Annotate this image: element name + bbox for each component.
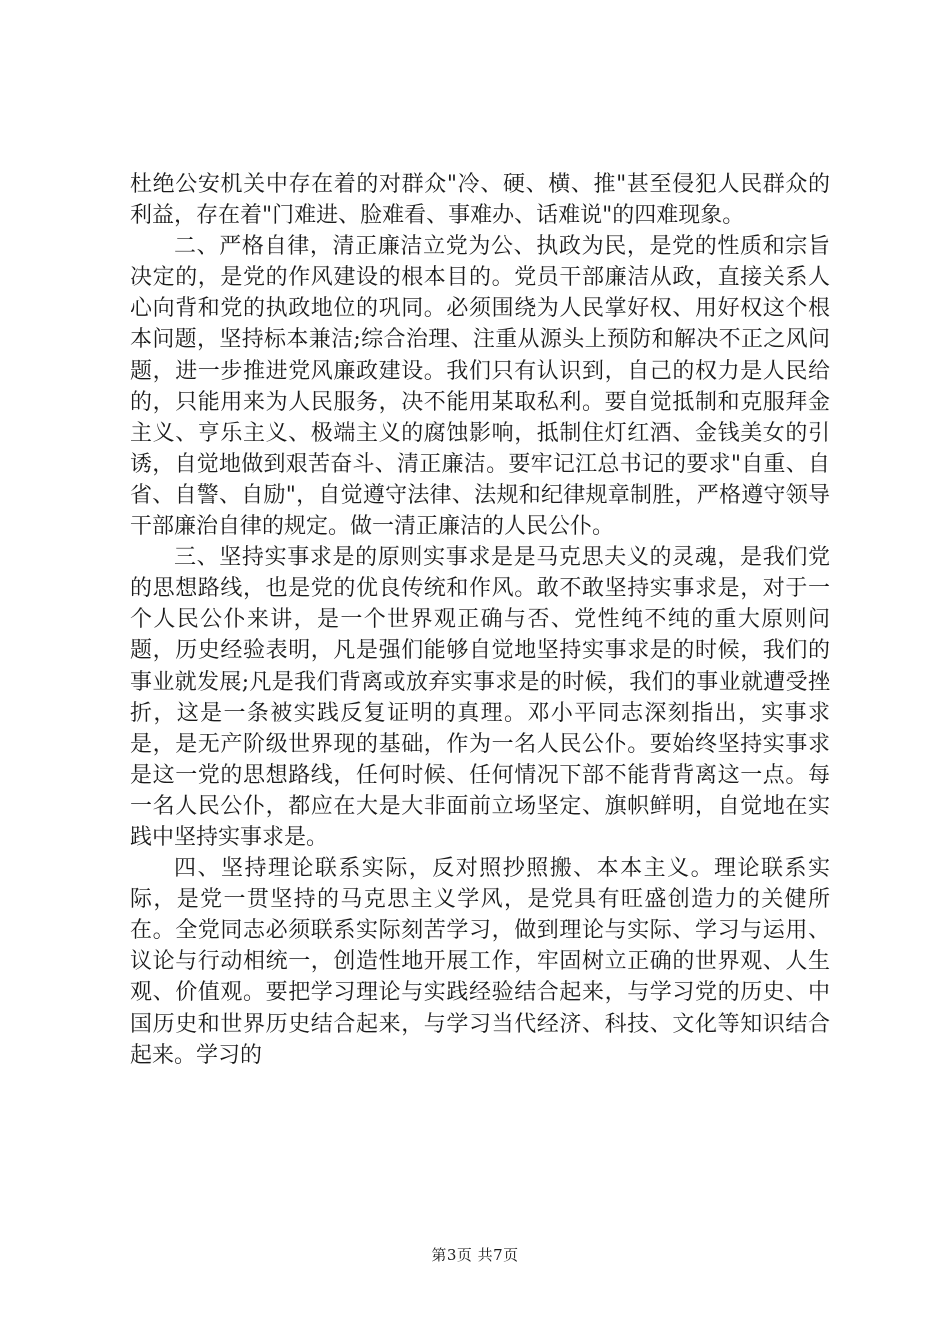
paragraph-continuation: 杜绝公安机关中存在着的对群众"冷、硬、横、推"甚至侵犯人民群众的利益，存在着"门难进、脸难看、事难办、话难说"的四难现象。 xyxy=(130,172,830,229)
document-body xyxy=(130,169,830,1071)
page-number-footer: 第3页 共7页 xyxy=(431,1246,519,1264)
paragraph-section-three: 三、坚持实事求是的原则实事求是是马克思夫义的灵魂，是我们党的思想路线，也是党的优良传统和作风。敢不敢坚持实事求是，对于一个人民公仆来讲，是一个世界观正确与否、党性纯不纯的重大原则问题，历史经验表明，凡是强们能够自觉地坚持实事求是的时候，我们的事业就发展;凡是我们背离或放弃实事求是的时候，我们的事业就遭受挫折，这是一条被实践反复证明的真理。邓小平同志深刻指出，实事求是，是无产阶级世界现的基础，作为一名人民公仆。要始终坚持实事求是这一党的思想路线，任何时候、任何情况下部不能背背离这一点。每一名人民公仆，都应在大是大非面前立场坚定、旗帜鲜明，自觉地在实践中坚持实事求是。 xyxy=(130,545,830,850)
paragraph-section-four: 四、坚持理论联系实际，反对照抄照搬、本本主义。理论联系实际，是党一贯坚持的马克思主义学风，是党具有旺盛创造力的关健所在。全党同志必须联系实际刻苦学习，做到理论与实际、学习与运用、议论与行动相统一，创造性地开展工作，牢固树立正确的世界观、人生观、价值观。要把学习理论与实践经验结合起来，与学习党的历史、中国历史和世界历史结合起来，与学习当代经济、科技、文化等知识结合起来。学习的 xyxy=(130,856,830,1068)
paragraph-section-two: 二、严格自律，清正廉洁立党为公、执政为民，是党的性质和宗旨决定的，是党的作风建设的根本目的。党员干部廉洁从政，直接关系人心向背和党的执政地位的巩同。必须围绕为人民掌好权、用好权这个根本问题，坚持标本兼洁;综合治理、注重从源头上预防和解决不正之风问题，进一步推进党风廉政建设。我们只有认识到，自己的权力是人民给的，只能用来为人民服务，决不能用某取私利。要自觉抵制和克服拜金主义、亨乐主义、极端主义的腐蚀影响，抵制住灯红酒、金钱美女的引诱，自觉地做到艰苦奋斗、清正廉洁。要牢记江总书记的要求"自重、自省、自警、自励"，自觉遵守法律、法规和纪律规章制胜，严格遵守领导干部廉治自律的规定。做一清正廉洁的人民公仆。 xyxy=(130,234,830,540)
